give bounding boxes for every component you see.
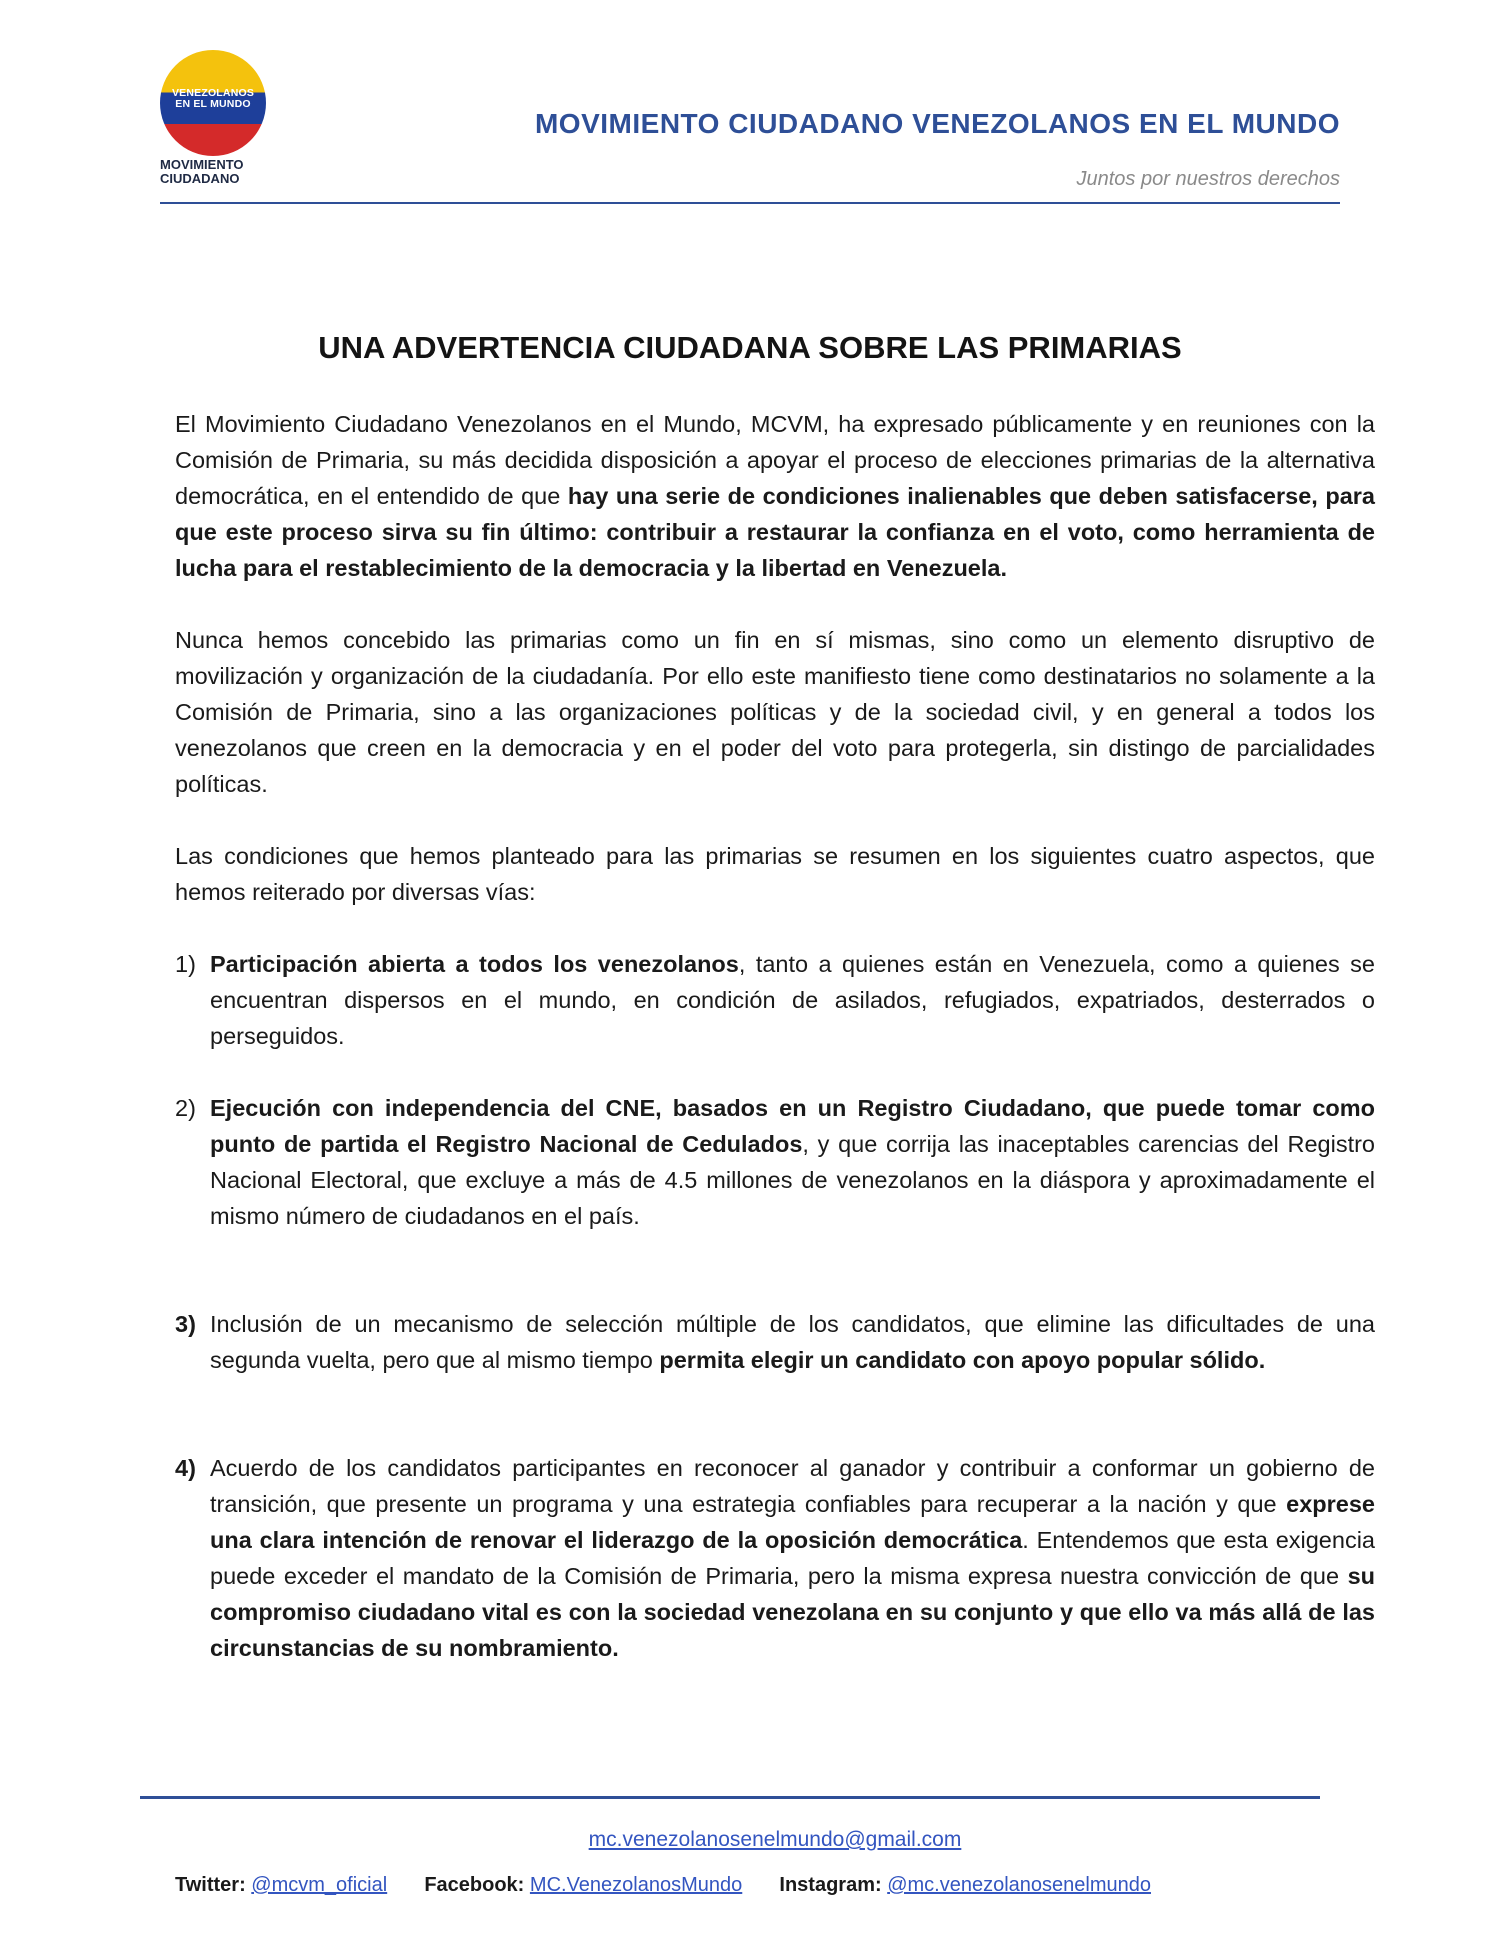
list-item-bold: Participación abierta a todos los venezolanos — [210, 951, 739, 977]
conditions-list — [175, 946, 1375, 1666]
paragraph-conditions: Las condiciones que hemos planteado para las primarias se resumen en los siguientes cuatro aspectos, que hemos reiterado por diversas vías: — [175, 843, 1375, 905]
footer-divider — [140, 1796, 1320, 1799]
list-item — [175, 1090, 1375, 1234]
list-item-number: 4) — [175, 1455, 196, 1481]
document-body — [175, 406, 1375, 1666]
twitter-label: Twitter: — [175, 1874, 246, 1896]
header-divider — [160, 202, 1340, 204]
logo-subtitle: MOVIMIENTO CIUDADANO — [160, 157, 244, 186]
footer-social-links — [175, 1874, 1151, 1897]
document-title: UNA ADVERTENCIA CIUDADANA SOBRE LAS PRIMARIAS — [318, 330, 1182, 365]
list-item-bold: Ejecución con independencia del CNE, basados en un Registro Ciudadano, que puede tomar como punto de partida el Registro Nacional de Cedulados — [210, 1095, 1375, 1157]
organization-slogan: Juntos por nuestros derechos — [1076, 168, 1340, 190]
list-item-text: , tanto a quienes están en Venezuela, como a quienes se encuentran dispersos en el mundo, en condición de asilados, refugiados, expatriados, desterrados o perseguidos. — [210, 951, 1376, 1049]
list-item-text: Inclusión de un mecanismo de selección múltiple de los candidatos, que elimine las dificultades de una segunda vuelta, pero que al mismo tiempo — [210, 1311, 1375, 1373]
instagram-link[interactable]: @mc.venezolanosenelmundo — [887, 1874, 1151, 1896]
list-item-text: Acuerdo de los candidatos participantes en reconocer al ganador y contribuir a conformar un gobierno de transición, que presente un programa y una estrategia confiables para recuperar a la nación y que — [210, 1455, 1375, 1517]
list-item-bold: su compromiso ciudadano vital es con la sociedad venezolana en su conjunto y que ello va más allá de las circunstancias de su nombramiento. — [210, 1563, 1375, 1661]
list-item — [175, 1306, 1375, 1378]
paragraph-purpose: Nunca hemos concebido las primarias como un fin en sí mismas, sino como un elemento disruptivo de movilización y organización de la ciudadanía. Por ello este manifiesto tiene como destinatarios no solamente a la Comisión de Primaria, sino a las organizaciones políticas y de la sociedad civil, y en general a todos los venezolanos que creen en la democracia y en el poder del voto para protegerla, sin distingo de parcialidades políticas. — [175, 627, 1375, 797]
list-item — [175, 946, 1375, 1054]
paragraph-intro-text: El Movimiento Ciudadano Venezolanos en el Mundo, MCVM, ha expresado públicamente y en reuniones con la Comisión de Primaria, su más decidida disposición a apoyar el proceso de elecciones primarias de la alternativa democrática, en el entendido de que — [175, 411, 1375, 509]
list-item-number: 2) — [175, 1095, 196, 1121]
organization-logo — [160, 50, 270, 195]
organization-title: MOVIMIENTO CIUDADANO VENEZOLANOS EN EL MUNDO — [534, 108, 1340, 139]
twitter-link[interactable]: @mcvm_oficial — [251, 1874, 388, 1896]
list-item-number: 1) — [175, 951, 196, 977]
list-item-number: 3) — [175, 1311, 196, 1337]
list-item — [175, 1450, 1375, 1666]
list-item-text: , y que corrija las inaceptables carencias del Registro Nacional Electoral, que excluye a más de 4.5 millones de venezolanos en la diáspora y aproximadamente el mismo número de ciudadanos en el país. — [210, 1131, 1375, 1229]
logo-circle-text: VENEZOLANOS EN EL MUNDO — [171, 87, 255, 110]
list-item-text: . Entendemos que esta exigencia puede exceder el mandato de la Comisión de Primaria, pero la misma expresa nuestra convicción de que — [210, 1527, 1375, 1589]
letterhead — [160, 50, 1340, 205]
flag-circle-icon — [160, 50, 266, 156]
instagram-label: Instagram: — [779, 1874, 882, 1896]
paragraph-intro — [175, 406, 1375, 586]
list-item-bold: exprese una clara intención de renovar el liderazgo de la oposición democrática — [210, 1491, 1375, 1553]
facebook-label: Facebook: — [424, 1874, 525, 1896]
facebook-link[interactable]: MC.VenezolanosMundo — [529, 1874, 743, 1896]
paragraph-intro-bold: hay una serie de condiciones inalienables que deben satisfacerse, para que este proceso sirva su fin último: contribuir a restaurar la confianza en el voto, como herramienta de lucha para el restablecimiento de la democracia y la libertad en Venezuela. — [175, 483, 1376, 581]
footer-email-link[interactable]: mc.venezolanosenelmundo@gmail.com — [588, 1828, 962, 1851]
list-item-bold: permita elegir un candidato con apoyo popular sólido. — [659, 1347, 1266, 1373]
